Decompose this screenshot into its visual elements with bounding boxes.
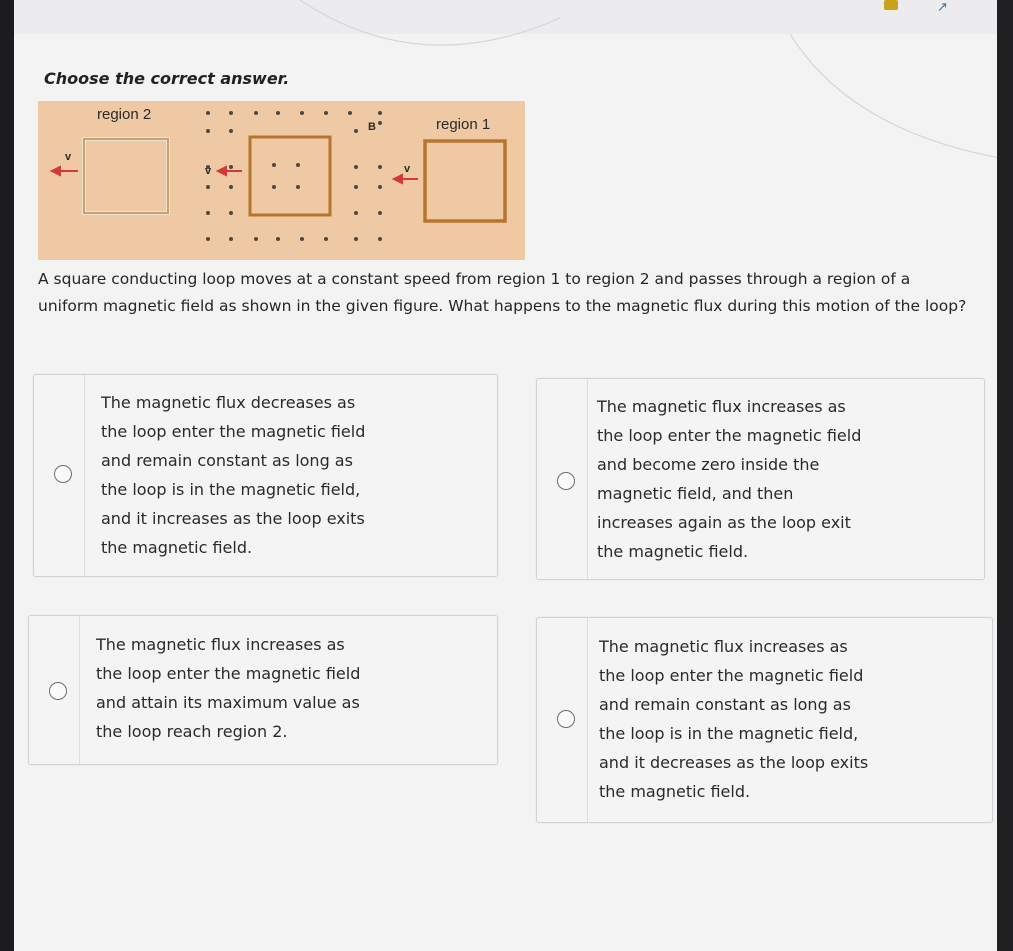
field-label: B [368, 121, 376, 133]
answer-option-b[interactable] [536, 378, 985, 580]
radio-button[interactable] [54, 465, 72, 483]
screen-bezel-left [0, 0, 14, 951]
option-text: The magnetic flux increases as the loop enter the magnetic field and attain its maximum value as the loop reach region 2. [96, 635, 361, 741]
instruction-text: Choose the correct answer. [44, 69, 290, 88]
notification-icon[interactable] [884, 0, 898, 10]
answer-option-d[interactable] [536, 617, 993, 823]
region-2-label: region 2 [97, 106, 152, 123]
expand-icon[interactable]: ↗ [937, 0, 948, 15]
velocity-arrows [52, 167, 418, 183]
region-1-label: region 1 [436, 116, 491, 133]
magnetic-field-figure [38, 101, 525, 260]
option-text: The magnetic flux increases as the loop enter the magnetic field and remain constant as long as the loop is in the magnetic field, and it decreases as the loop exits the magnetic field. [599, 637, 869, 801]
option-text: The magnetic flux decreases as the loop enter the magnetic field and remain constant as long as the loop is in the magnetic field, and it increases as the loop exits the magnetic field. [101, 393, 366, 557]
answer-option-a[interactable] [33, 374, 498, 577]
velocity-label-3: v [404, 163, 411, 175]
screen-bezel-right [997, 0, 1013, 951]
velocity-label-1: v [65, 151, 72, 163]
magnetic-field-dots [206, 111, 382, 241]
question-text: A square conducting loop moves at a constant speed from region 1 to region 2 and passes through a region of a uniform magnetic field as shown in the given figure. What happens to the magnetic flux during this motion of the loop? [38, 270, 967, 315]
loop-in-field [250, 137, 330, 215]
loop-region-2 [84, 139, 168, 213]
radio-button[interactable] [49, 682, 67, 700]
option-text: The magnetic flux increases as the loop enter the magnetic field and become zero inside the magnetic field, and then increases again as the loop exit the magnetic field. [597, 397, 862, 561]
velocity-label-2: v [205, 165, 212, 177]
answer-option-c[interactable] [28, 615, 498, 765]
radio-button[interactable] [557, 710, 575, 728]
radio-button[interactable] [557, 472, 575, 490]
top-bar [0, 0, 1013, 35]
loop-region-1 [425, 141, 505, 221]
